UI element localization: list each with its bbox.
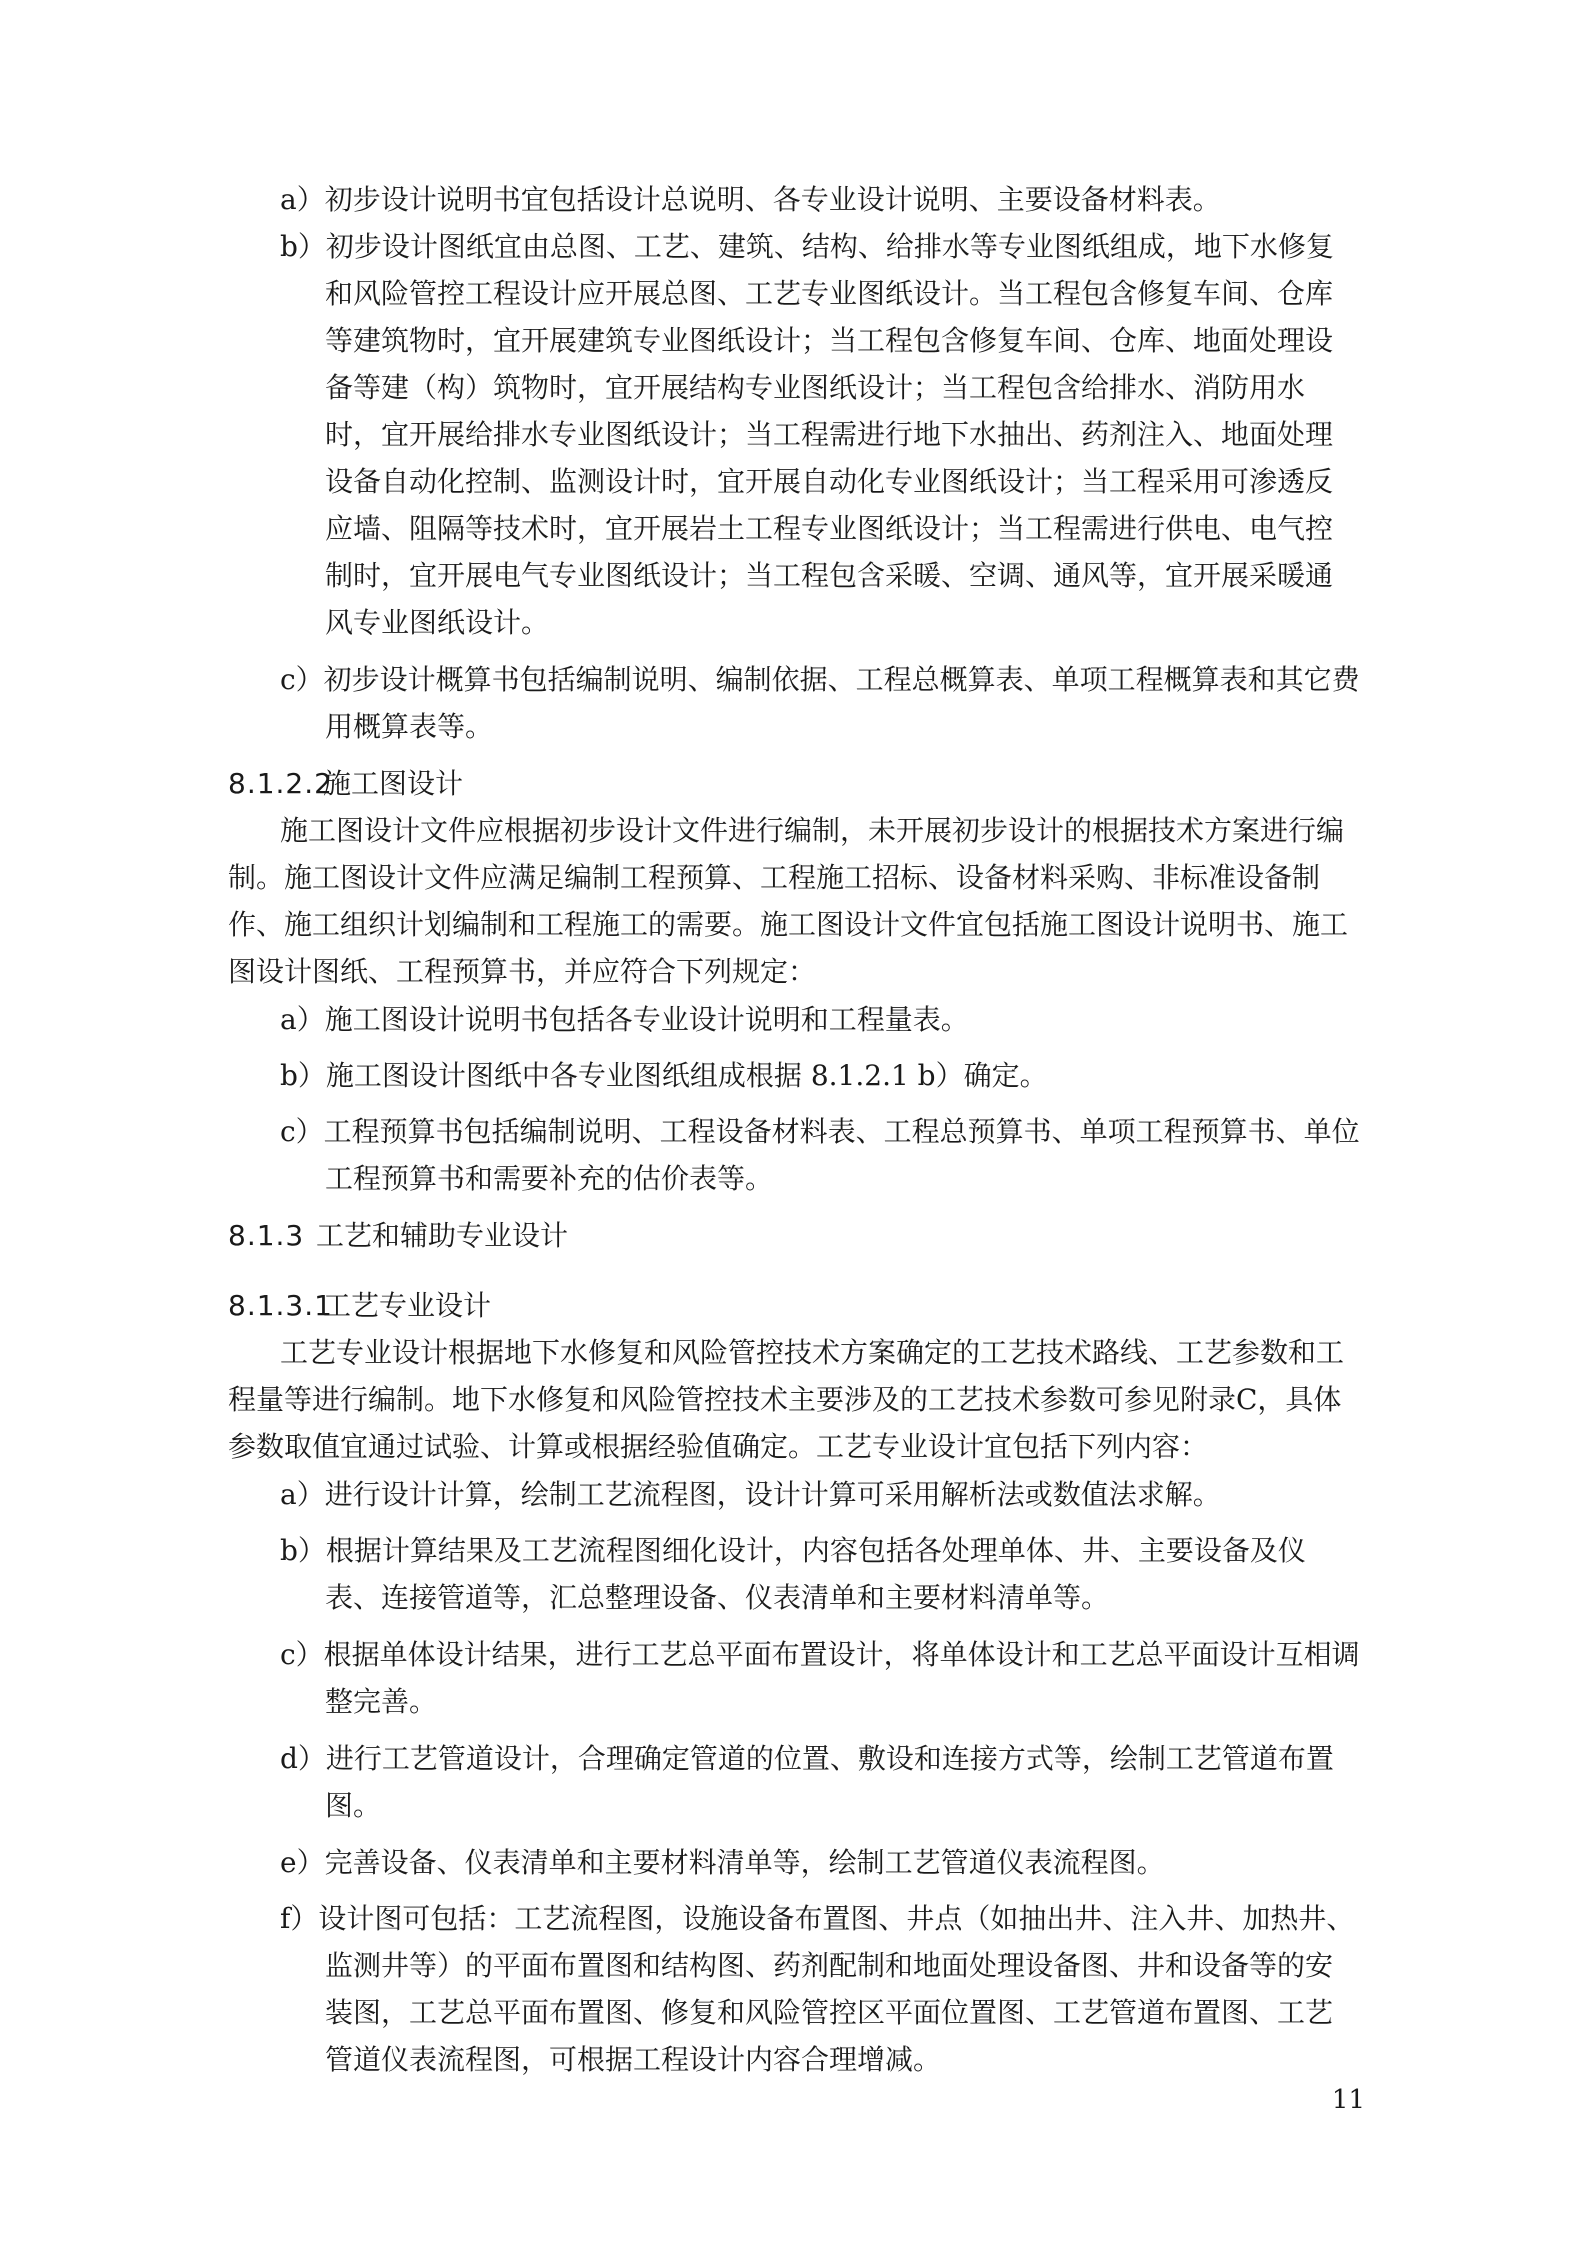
section-number: 8.1.3.1 [228,1289,333,1322]
list-item-continuation: 制时，宜开展电气专业图纸设计；当工程包含采暖、空调、通风等，宜开展采暖通 [325,559,1334,592]
list-item-continuation: 监测井等）的平面布置图和结构图、药剂配制和地面处理设备图、井和设备等的安 [325,1949,1334,1982]
list-item-continuation: 图。 [325,1789,382,1822]
list-item-line: d）进行工艺管道设计，合理确定管道的位置、敷设和连接方式等，绘制工艺管道布置 [280,1742,1334,1775]
paragraph-line: 程量等进行编制。地下水修复和风险管控技术主要涉及的工艺技术参数可参见附录C，具体 [228,1383,1342,1416]
list-item-line: c）工程预算书包括编制说明、工程设备材料表、工程总预算书、单项工程预算书、单位 [280,1115,1360,1148]
list-item-line: c）初步设计概算书包括编制说明、编制依据、工程总概算表、单项工程概算表和其它费 [280,663,1360,696]
section-heading [228,1212,568,1259]
paragraph-line: 制。施工图设计文件应满足编制工程预算、工程施工招标、设备材料采购、非标准设备制 [228,861,1321,894]
list-item-continuation: 工程预算书和需要补充的估价表等。 [325,1162,774,1195]
list-item-line: b）初步设计图纸宜由总图、工艺、建筑、结构、给排水等专业图纸组成，地下水修复 [280,230,1334,263]
list-item-continuation: 时，宜开展给排水专业图纸设计；当工程需进行地下水抽出、药剂注入、地面处理 [325,418,1334,451]
list-item-continuation: 表、连接管道等，汇总整理设备、仪表清单和主要材料清单等。 [325,1581,1110,1614]
list-item-continuation: 设备自动化控制、监测设计时，宜开展自动化专业图纸设计；当工程采用可渗透反 [325,465,1334,498]
section-heading [228,1282,491,1329]
section-number: 8.1.2.2 [228,767,333,800]
list-item-line: a）进行设计计算，绘制工艺流程图，设计计算可采用解析法或数值法求解。 [280,1478,1221,1511]
list-item-continuation: 等建筑物时，宜开展建筑专业图纸设计；当工程包含修复车间、仓库、地面处理设 [325,324,1334,357]
paragraph-line: 作、施工组织计划编制和工程施工的需要。施工图设计文件宜包括施工图设计说明书、施工 [228,908,1349,941]
list-item-continuation: 备等建（构）筑物时，宜开展结构专业图纸设计；当工程包含给排水、消防用水 [325,371,1306,404]
list-item-continuation: 应墙、阻隔等技术时，宜开展岩土工程专业图纸设计；当工程需进行供电、电气控 [325,512,1334,545]
paragraph-line: 图设计图纸、工程预算书，并应符合下列规定： [228,955,817,988]
list-item-continuation: 装图，工艺总平面布置图、修复和风险管控区平面位置图、工艺管道布置图、工艺 [325,1996,1334,2029]
section-number: 8.1.3 [228,1219,305,1252]
paragraph-line: 施工图设计文件应根据初步设计文件进行编制，未开展初步设计的根据技术方案进行编 [280,814,1345,847]
list-item-line: a）初步设计说明书宜包括设计总说明、各专业设计说明、主要设备材料表。 [280,183,1221,216]
section-heading [228,760,463,807]
list-item-continuation: 和风险管控工程设计应开展总图、工艺专业图纸设计。当工程包含修复车间、仓库 [325,277,1334,310]
paragraph-line: 工艺专业设计根据地下水修复和风险管控技术方案确定的工艺技术路线、工艺参数和工 [280,1336,1345,1369]
page-number: 11 [1331,2085,1365,2115]
section-title: 工艺和辅助专业设计 [316,1219,569,1252]
list-item-continuation: 用概算表等。 [325,710,494,743]
section-title: 施工图设计 [323,767,464,800]
list-item-continuation: 整完善。 [325,1685,438,1718]
list-item-line: c）根据单体设计结果，进行工艺总平面布置设计，将单体设计和工艺总平面设计互相调 [280,1638,1360,1671]
list-item-line: b）根据计算结果及工艺流程图细化设计，内容包括各处理单体、井、主要设备及仪 [280,1534,1306,1567]
list-item-line: a）施工图设计说明书包括各专业设计说明和工程量表。 [280,1003,969,1036]
list-item-continuation: 管道仪表流程图，可根据工程设计内容合理增减。 [325,2043,942,2076]
list-item-line: f）设计图可包括：工艺流程图，设施设备布置图、井点（如抽出井、注入井、加热井、 [280,1902,1355,1935]
list-item-line: e）完善设备、仪表清单和主要材料清单等，绘制工艺管道仪表流程图。 [280,1846,1165,1879]
list-item-continuation: 风专业图纸设计。 [325,606,550,639]
paragraph-line: 参数取值宜通过试验、计算或根据经验值确定。工艺专业设计宜包括下列内容： [228,1430,1209,1463]
list-item-line: b）施工图设计图纸中各专业图纸组成根据 8.1.2.1 b）确定。 [280,1059,1048,1092]
section-title: 工艺专业设计 [323,1289,492,1322]
